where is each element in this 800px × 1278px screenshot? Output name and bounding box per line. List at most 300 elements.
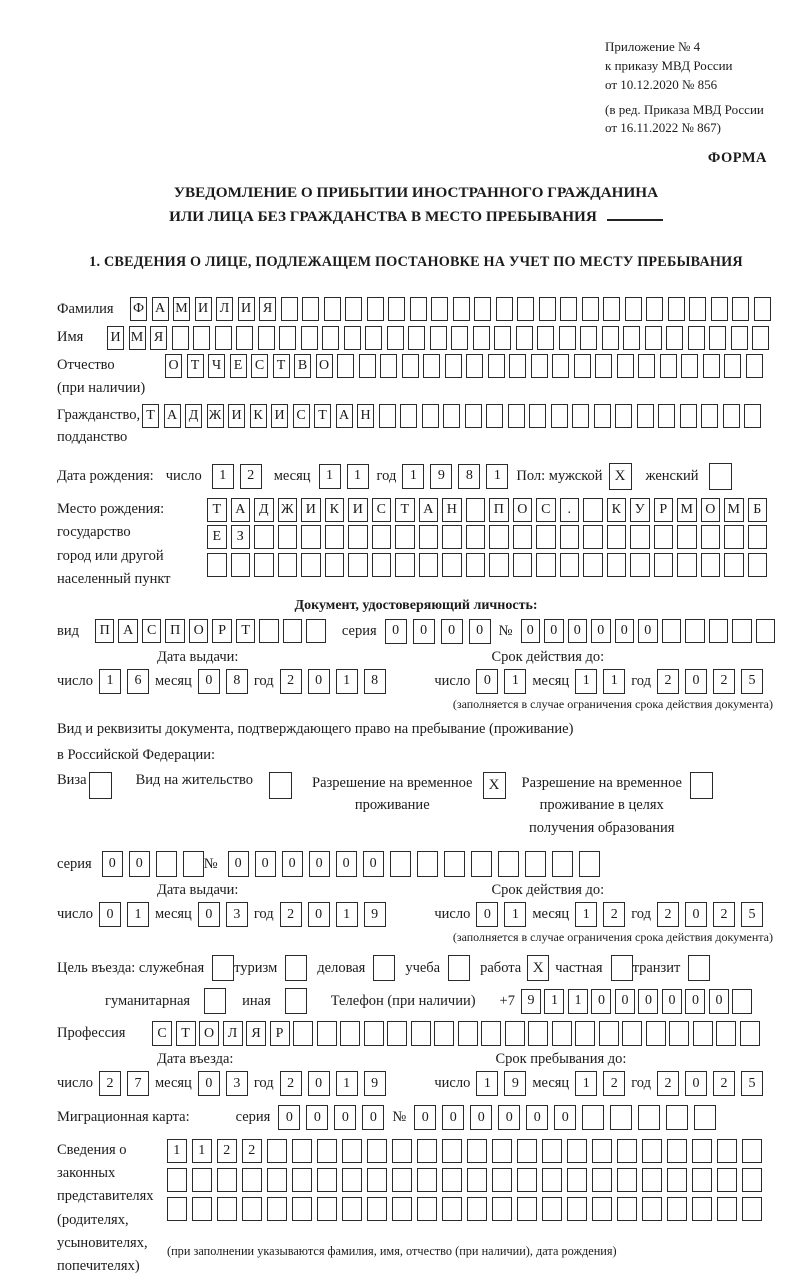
char-box[interactable] (592, 1168, 612, 1192)
char-box[interactable] (236, 326, 253, 350)
char-box[interactable]: Ф (130, 297, 147, 321)
char-box[interactable] (594, 404, 611, 428)
char-box[interactable] (466, 525, 486, 549)
char-box[interactable] (442, 1168, 462, 1192)
char-box[interactable]: 5 (741, 1071, 763, 1096)
char-box[interactable] (625, 297, 642, 321)
char-box[interactable] (701, 553, 721, 577)
char-box[interactable]: 0 (685, 669, 707, 694)
char-box[interactable] (607, 553, 627, 577)
char-box[interactable] (688, 326, 705, 350)
char-box[interactable] (746, 354, 763, 378)
char-box[interactable] (685, 619, 705, 643)
char-box[interactable] (607, 525, 627, 549)
char-box[interactable] (505, 1021, 525, 1046)
char-box[interactable] (508, 404, 525, 428)
char-box[interactable]: М (173, 297, 190, 321)
char-box[interactable]: Т (395, 498, 415, 522)
char-box[interactable]: О (165, 354, 182, 378)
char-box[interactable] (617, 1197, 637, 1221)
char-box[interactable] (367, 1197, 387, 1221)
char-box[interactable] (667, 1168, 687, 1192)
char-box[interactable] (402, 354, 419, 378)
char-box[interactable] (551, 404, 568, 428)
char-box[interactable]: 1 (99, 669, 121, 694)
char-box[interactable] (392, 1139, 412, 1163)
char-box[interactable] (716, 1021, 736, 1046)
char-box[interactable]: Д (185, 404, 202, 428)
char-box[interactable]: 1 (336, 1071, 358, 1096)
char-box[interactable] (466, 553, 486, 577)
char-box[interactable] (489, 553, 509, 577)
char-box[interactable] (602, 326, 619, 350)
char-box[interactable]: М (724, 498, 744, 522)
char-box[interactable] (539, 297, 556, 321)
char-box[interactable]: Р (654, 498, 674, 522)
char-box[interactable] (667, 1197, 687, 1221)
char-box[interactable] (579, 851, 600, 877)
char-box[interactable] (740, 1021, 760, 1046)
char-box[interactable] (537, 326, 554, 350)
char-box[interactable]: 0 (198, 902, 220, 927)
char-box[interactable]: 0 (414, 1105, 436, 1130)
char-box[interactable] (666, 326, 683, 350)
char-box[interactable] (231, 553, 251, 577)
purpose-transit-checkbox[interactable] (688, 955, 710, 981)
char-box[interactable]: 2 (280, 1071, 302, 1096)
char-box[interactable]: К (607, 498, 627, 522)
char-box[interactable] (292, 1197, 312, 1221)
char-box[interactable]: 0 (278, 1105, 300, 1130)
char-box[interactable] (444, 851, 465, 877)
char-box[interactable] (709, 619, 729, 643)
char-box[interactable] (599, 1021, 619, 1046)
char-box[interactable] (340, 1021, 360, 1046)
char-box[interactable] (517, 297, 534, 321)
char-box[interactable]: 7 (127, 1071, 149, 1096)
purpose-tourism-checkbox[interactable] (285, 955, 307, 981)
char-box[interactable] (465, 404, 482, 428)
char-box[interactable]: 1 (212, 464, 234, 489)
char-box[interactable] (442, 553, 462, 577)
char-box[interactable]: 0 (526, 1105, 548, 1130)
char-box[interactable] (467, 1168, 487, 1192)
char-box[interactable]: 1 (544, 989, 564, 1014)
char-box[interactable] (458, 1021, 478, 1046)
char-box[interactable]: 0 (336, 851, 357, 877)
char-box[interactable] (646, 297, 663, 321)
char-box[interactable] (552, 354, 569, 378)
char-box[interactable] (301, 553, 321, 577)
char-box[interactable] (489, 525, 509, 549)
char-box[interactable]: Ж (278, 498, 298, 522)
char-box[interactable] (572, 404, 589, 428)
char-box[interactable] (583, 498, 603, 522)
char-box[interactable] (724, 525, 744, 549)
char-box[interactable] (466, 354, 483, 378)
char-box[interactable]: 2 (713, 902, 735, 927)
char-box[interactable]: У (630, 498, 650, 522)
char-box[interactable]: 0 (615, 619, 635, 643)
char-box[interactable] (552, 851, 573, 877)
char-box[interactable] (423, 354, 440, 378)
char-box[interactable] (473, 326, 490, 350)
char-box[interactable]: О (513, 498, 533, 522)
char-box[interactable] (242, 1197, 262, 1221)
char-box[interactable] (658, 404, 675, 428)
char-box[interactable]: 1 (504, 669, 526, 694)
char-box[interactable] (279, 326, 296, 350)
char-box[interactable] (517, 1197, 537, 1221)
char-box[interactable] (292, 1168, 312, 1192)
char-box[interactable] (417, 1139, 437, 1163)
char-box[interactable] (542, 1197, 562, 1221)
char-box[interactable] (617, 1139, 637, 1163)
char-box[interactable] (560, 297, 577, 321)
char-box[interactable] (552, 1021, 572, 1046)
char-box[interactable] (317, 1021, 337, 1046)
char-box[interactable] (364, 1021, 384, 1046)
char-box[interactable]: 2 (657, 669, 679, 694)
char-box[interactable]: Я (150, 326, 167, 350)
char-box[interactable] (642, 1168, 662, 1192)
char-box[interactable] (756, 619, 776, 643)
char-box[interactable] (167, 1168, 187, 1192)
char-box[interactable]: З (231, 525, 251, 549)
char-box[interactable] (242, 1168, 262, 1192)
char-box[interactable]: О (316, 354, 333, 378)
char-box[interactable]: 1 (603, 669, 625, 694)
char-box[interactable] (345, 297, 362, 321)
char-box[interactable] (411, 1021, 431, 1046)
char-box[interactable]: 1 (192, 1139, 212, 1163)
char-box[interactable] (342, 1197, 362, 1221)
char-box[interactable]: П (165, 619, 185, 643)
char-box[interactable] (267, 1139, 287, 1163)
char-box[interactable] (442, 1197, 462, 1221)
char-box[interactable] (367, 1139, 387, 1163)
char-box[interactable] (467, 1197, 487, 1221)
char-box[interactable]: И (107, 326, 124, 350)
residence-permit-checkbox[interactable] (269, 772, 292, 799)
char-box[interactable] (325, 553, 345, 577)
char-box[interactable] (400, 404, 417, 428)
char-box[interactable] (322, 326, 339, 350)
char-box[interactable]: 9 (364, 902, 386, 927)
char-box[interactable]: И (348, 498, 368, 522)
char-box[interactable]: 0 (554, 1105, 576, 1130)
char-box[interactable] (668, 297, 685, 321)
char-box[interactable] (701, 404, 718, 428)
char-box[interactable] (342, 1139, 362, 1163)
char-box[interactable] (711, 297, 728, 321)
char-box[interactable] (492, 1139, 512, 1163)
char-box[interactable] (654, 525, 674, 549)
char-box[interactable] (367, 297, 384, 321)
char-box[interactable]: С (251, 354, 268, 378)
char-box[interactable]: 0 (685, 902, 707, 927)
char-box[interactable]: 2 (242, 1139, 262, 1163)
char-box[interactable] (717, 1168, 737, 1192)
char-box[interactable] (388, 297, 405, 321)
char-box[interactable] (324, 297, 341, 321)
char-box[interactable] (395, 525, 415, 549)
char-box[interactable] (525, 851, 546, 877)
char-box[interactable] (731, 326, 748, 350)
char-box[interactable]: 1 (575, 1071, 597, 1096)
char-box[interactable] (466, 498, 486, 522)
char-box[interactable]: 1 (167, 1139, 187, 1163)
char-box[interactable]: 0 (129, 851, 150, 877)
char-box[interactable] (419, 553, 439, 577)
char-box[interactable]: 9 (521, 989, 541, 1014)
char-box[interactable] (278, 525, 298, 549)
char-box[interactable]: 0 (615, 989, 635, 1014)
char-box[interactable]: Н (357, 404, 374, 428)
char-box[interactable] (666, 1105, 688, 1130)
char-box[interactable]: Д (254, 498, 274, 522)
char-box[interactable] (642, 1197, 662, 1221)
char-box[interactable]: 2 (603, 902, 625, 927)
char-box[interactable] (471, 851, 492, 877)
char-box[interactable] (732, 989, 752, 1014)
char-box[interactable] (516, 326, 533, 350)
char-box[interactable] (642, 1139, 662, 1163)
char-box[interactable] (379, 404, 396, 428)
char-box[interactable]: Т (314, 404, 331, 428)
char-box[interactable] (492, 1168, 512, 1192)
char-box[interactable] (348, 525, 368, 549)
char-box[interactable] (732, 619, 752, 643)
char-box[interactable] (372, 525, 392, 549)
char-box[interactable] (408, 326, 425, 350)
char-box[interactable] (630, 553, 650, 577)
char-box[interactable] (742, 1168, 762, 1192)
char-box[interactable] (193, 326, 210, 350)
char-box[interactable]: 2 (217, 1139, 237, 1163)
char-box[interactable] (560, 553, 580, 577)
char-box[interactable]: 6 (127, 669, 149, 694)
char-box[interactable]: К (250, 404, 267, 428)
char-box[interactable]: 0 (363, 851, 384, 877)
char-box[interactable]: 0 (591, 619, 611, 643)
purpose-work-checkbox[interactable]: X (527, 955, 549, 981)
char-box[interactable]: 2 (603, 1071, 625, 1096)
char-box[interactable] (380, 354, 397, 378)
char-box[interactable]: 2 (713, 1071, 735, 1096)
char-box[interactable]: В (294, 354, 311, 378)
char-box[interactable] (723, 404, 740, 428)
char-box[interactable]: 2 (280, 669, 302, 694)
char-box[interactable]: 8 (226, 669, 248, 694)
char-box[interactable]: 1 (568, 989, 588, 1014)
char-box[interactable]: 0 (469, 619, 491, 644)
char-box[interactable] (267, 1168, 287, 1192)
char-box[interactable] (395, 553, 415, 577)
char-box[interactable] (694, 1105, 716, 1130)
char-box[interactable]: И (195, 297, 212, 321)
char-box[interactable] (638, 1105, 660, 1130)
char-box[interactable] (443, 404, 460, 428)
char-box[interactable]: С (536, 498, 556, 522)
visa-checkbox[interactable] (89, 772, 112, 799)
purpose-study-checkbox[interactable] (448, 955, 470, 981)
char-box[interactable] (348, 553, 368, 577)
char-box[interactable]: 0 (498, 1105, 520, 1130)
char-box[interactable]: 9 (364, 1071, 386, 1096)
char-box[interactable] (645, 326, 662, 350)
char-box[interactable]: 9 (504, 1071, 526, 1096)
char-box[interactable]: . (560, 498, 580, 522)
char-box[interactable] (317, 1197, 337, 1221)
sex-male-checkbox[interactable]: X (609, 463, 632, 490)
char-box[interactable] (654, 553, 674, 577)
char-box[interactable] (703, 354, 720, 378)
char-box[interactable]: 0 (470, 1105, 492, 1130)
char-box[interactable] (717, 1197, 737, 1221)
char-box[interactable] (481, 1021, 501, 1046)
char-box[interactable]: 0 (308, 1071, 330, 1096)
char-box[interactable]: 1 (486, 464, 508, 489)
char-box[interactable] (192, 1168, 212, 1192)
char-box[interactable]: 0 (709, 989, 729, 1014)
char-box[interactable] (559, 326, 576, 350)
char-box[interactable] (301, 326, 318, 350)
char-box[interactable] (592, 1139, 612, 1163)
char-box[interactable] (677, 525, 697, 549)
char-box[interactable] (392, 1197, 412, 1221)
char-box[interactable] (677, 553, 697, 577)
char-box[interactable] (517, 1139, 537, 1163)
char-box[interactable]: 2 (713, 669, 735, 694)
char-box[interactable]: 0 (99, 902, 121, 927)
char-box[interactable] (422, 404, 439, 428)
char-box[interactable] (417, 1197, 437, 1221)
char-box[interactable]: К (325, 498, 345, 522)
char-box[interactable] (417, 851, 438, 877)
char-box[interactable] (215, 326, 232, 350)
char-box[interactable] (367, 1168, 387, 1192)
char-box[interactable] (542, 1139, 562, 1163)
char-box[interactable]: 2 (657, 902, 679, 927)
char-box[interactable]: А (419, 498, 439, 522)
char-box[interactable]: Т (273, 354, 290, 378)
char-box[interactable]: 0 (308, 902, 330, 927)
char-box[interactable]: 2 (240, 464, 262, 489)
char-box[interactable]: 0 (102, 851, 123, 877)
char-box[interactable] (536, 525, 556, 549)
char-box[interactable]: И (271, 404, 288, 428)
char-box[interactable] (451, 326, 468, 350)
char-box[interactable] (207, 553, 227, 577)
char-box[interactable]: Р (270, 1021, 290, 1046)
char-box[interactable] (430, 326, 447, 350)
char-box[interactable] (575, 1021, 595, 1046)
char-box[interactable] (342, 1168, 362, 1192)
char-box[interactable] (488, 354, 505, 378)
char-box[interactable] (742, 1139, 762, 1163)
char-box[interactable] (669, 1021, 689, 1046)
char-box[interactable]: П (95, 619, 115, 643)
char-box[interactable]: 1 (575, 669, 597, 694)
char-box[interactable] (183, 851, 204, 877)
char-box[interactable]: Т (176, 1021, 196, 1046)
char-box[interactable] (467, 1139, 487, 1163)
char-box[interactable]: А (118, 619, 138, 643)
char-box[interactable] (529, 404, 546, 428)
char-box[interactable]: 5 (741, 669, 763, 694)
char-box[interactable] (156, 851, 177, 877)
char-box[interactable] (445, 354, 462, 378)
char-box[interactable] (623, 326, 640, 350)
char-box[interactable]: А (152, 297, 169, 321)
char-box[interactable] (617, 1168, 637, 1192)
char-box[interactable] (724, 553, 744, 577)
char-box[interactable]: 1 (319, 464, 341, 489)
char-box[interactable] (217, 1168, 237, 1192)
char-box[interactable] (267, 1197, 287, 1221)
char-box[interactable]: 1 (336, 669, 358, 694)
char-box[interactable] (259, 619, 279, 643)
char-box[interactable] (258, 326, 275, 350)
char-box[interactable]: А (164, 404, 181, 428)
char-box[interactable] (582, 297, 599, 321)
char-box[interactable]: 0 (309, 851, 330, 877)
char-box[interactable]: 0 (662, 989, 682, 1014)
char-box[interactable] (742, 1197, 762, 1221)
char-box[interactable]: 3 (226, 1071, 248, 1096)
char-box[interactable] (417, 1168, 437, 1192)
char-box[interactable]: М (677, 498, 697, 522)
char-box[interactable] (531, 354, 548, 378)
char-box[interactable] (306, 619, 326, 643)
char-box[interactable] (387, 326, 404, 350)
char-box[interactable] (496, 297, 513, 321)
char-box[interactable]: 0 (385, 619, 407, 644)
char-box[interactable] (583, 553, 603, 577)
char-box[interactable]: Т (142, 404, 159, 428)
char-box[interactable] (693, 1021, 713, 1046)
char-box[interactable] (660, 354, 677, 378)
char-box[interactable]: 1 (476, 1071, 498, 1096)
char-box[interactable] (492, 1197, 512, 1221)
char-box[interactable]: А (336, 404, 353, 428)
char-box[interactable] (410, 297, 427, 321)
char-box[interactable] (474, 297, 491, 321)
char-box[interactable]: 0 (521, 619, 541, 643)
char-box[interactable] (325, 525, 345, 549)
char-box[interactable]: 2 (657, 1071, 679, 1096)
char-box[interactable]: С (142, 619, 162, 643)
char-box[interactable] (301, 525, 321, 549)
char-box[interactable]: 0 (685, 989, 705, 1014)
char-box[interactable] (724, 354, 741, 378)
char-box[interactable] (582, 1105, 604, 1130)
char-box[interactable] (419, 525, 439, 549)
char-box[interactable] (254, 525, 274, 549)
char-box[interactable]: 0 (476, 669, 498, 694)
char-box[interactable]: 1 (504, 902, 526, 927)
char-box[interactable]: 0 (441, 619, 463, 644)
char-box[interactable]: Р (212, 619, 232, 643)
char-box[interactable]: С (293, 404, 310, 428)
temp-residence-edu-checkbox[interactable] (690, 772, 713, 799)
char-box[interactable]: М (129, 326, 146, 350)
char-box[interactable] (692, 1139, 712, 1163)
char-box[interactable] (617, 354, 634, 378)
char-box[interactable] (603, 297, 620, 321)
char-box[interactable]: 0 (442, 1105, 464, 1130)
